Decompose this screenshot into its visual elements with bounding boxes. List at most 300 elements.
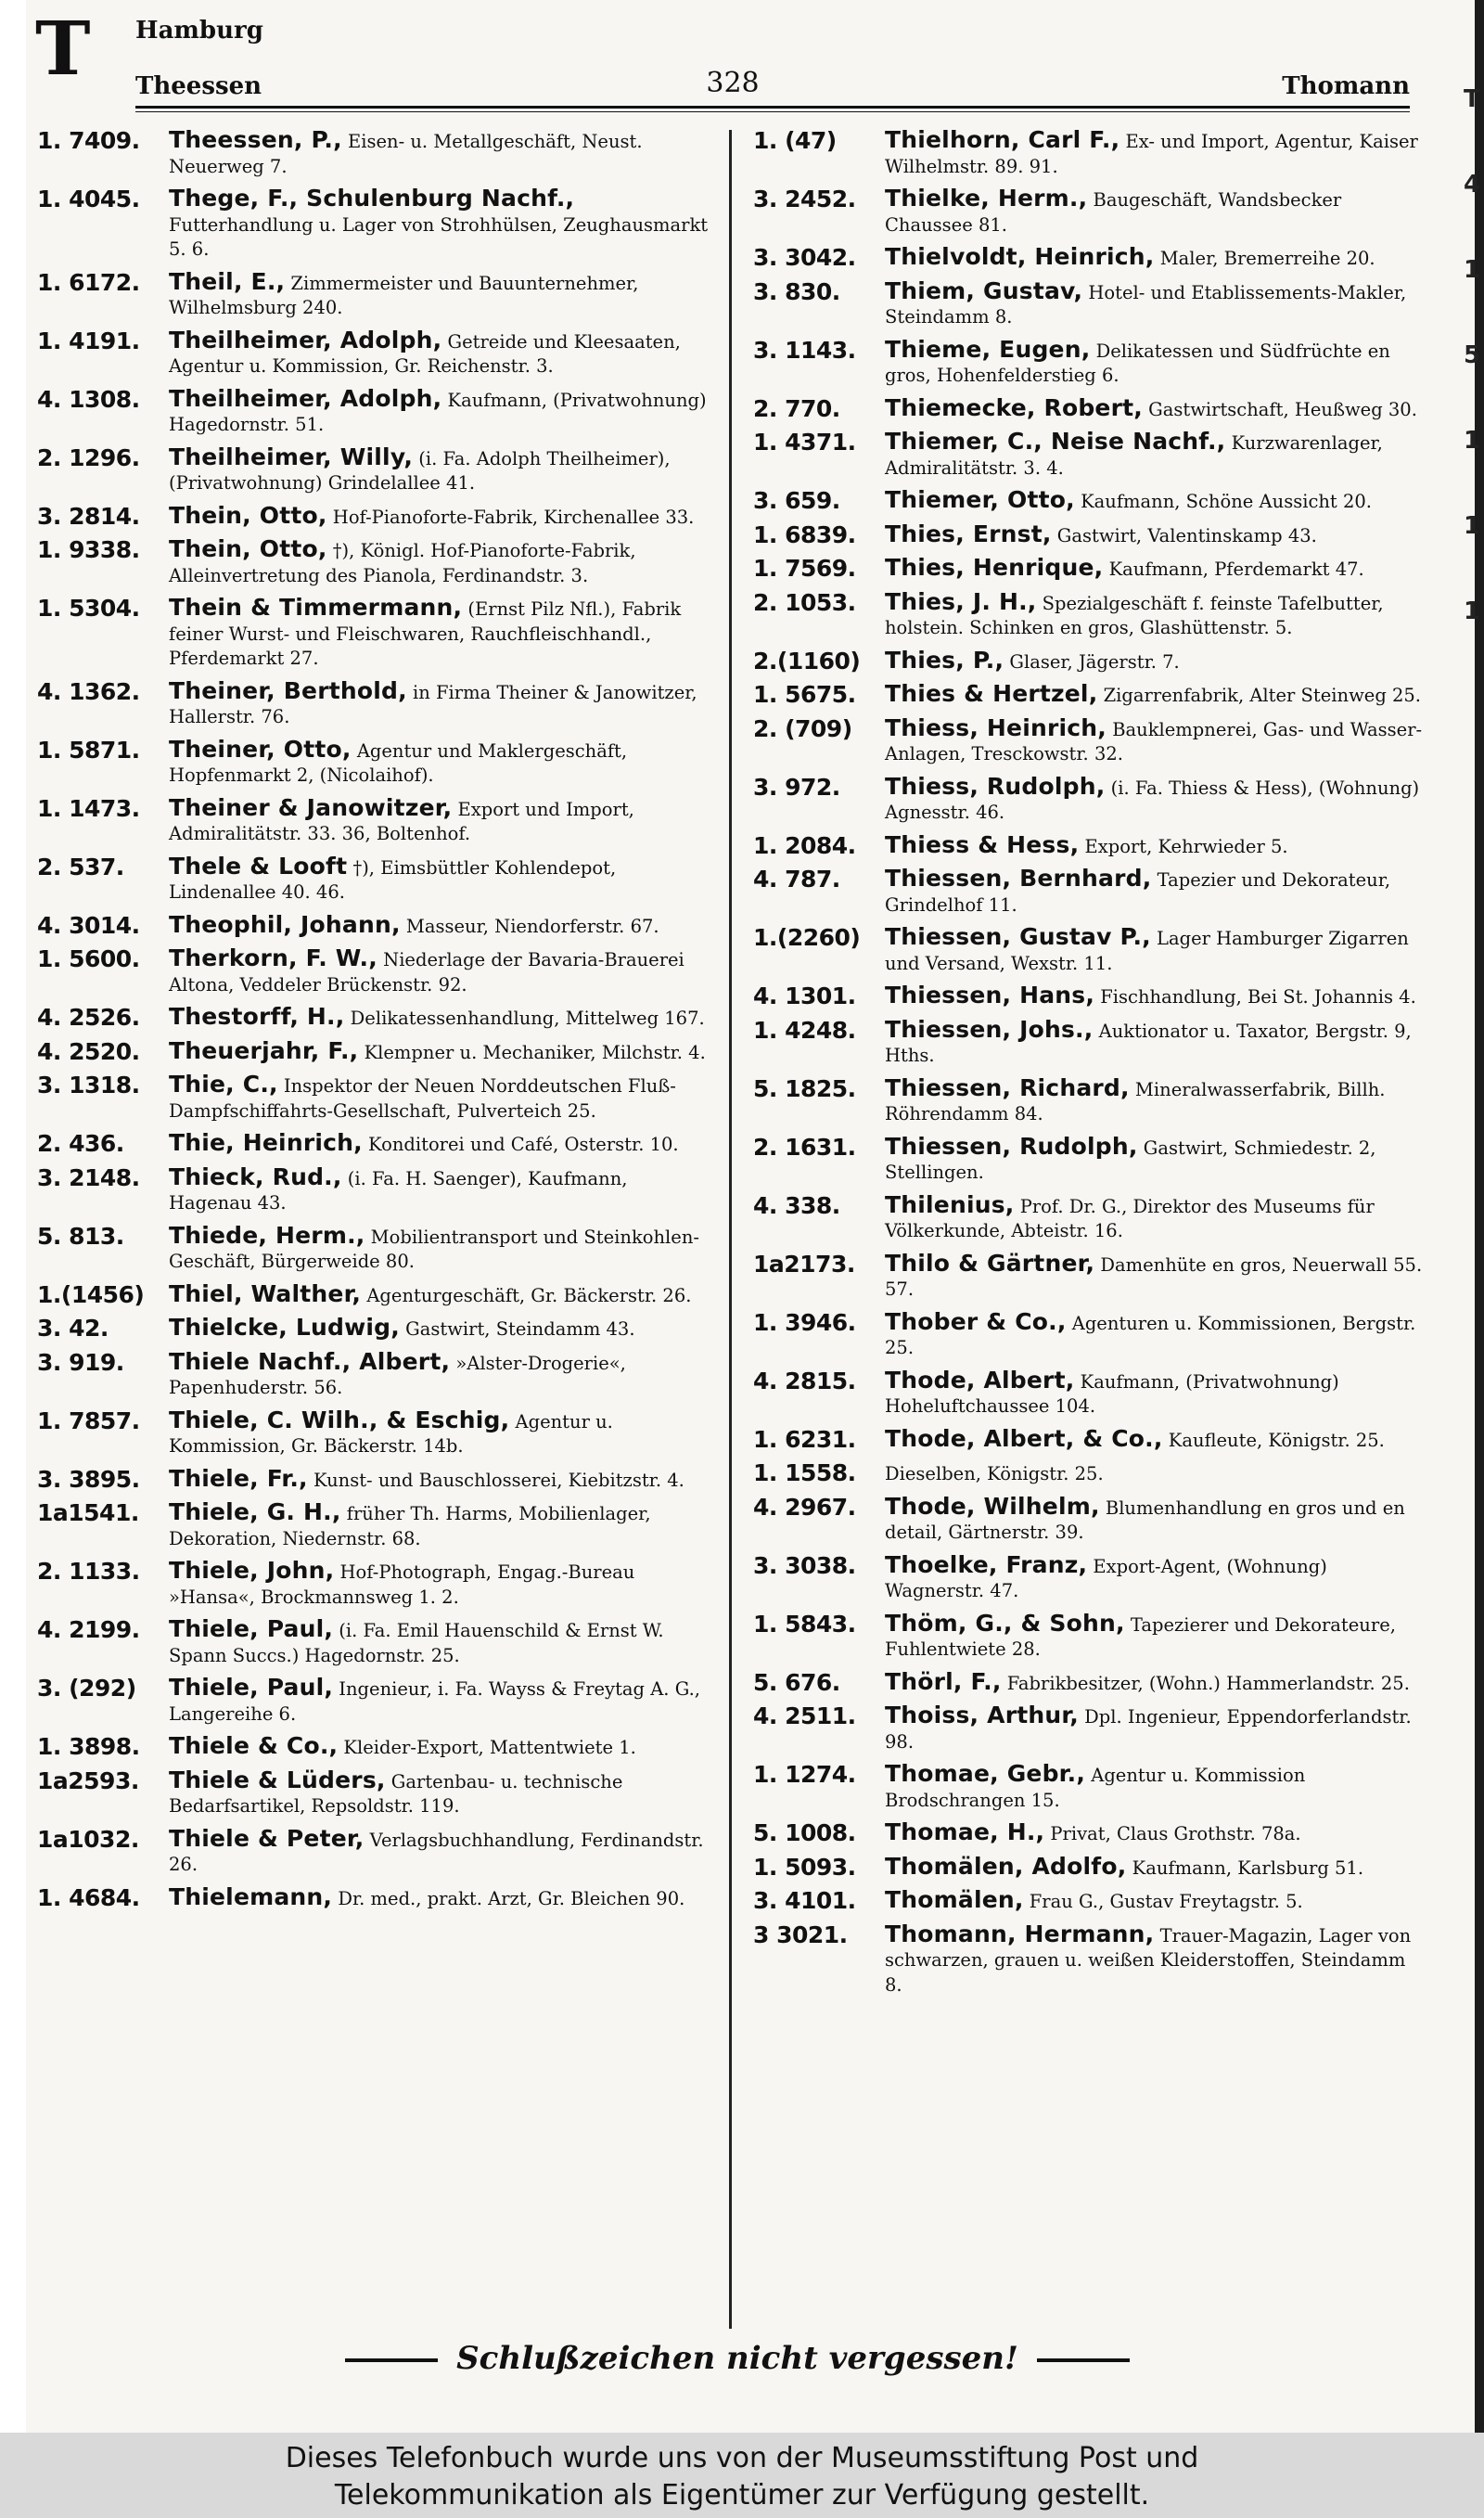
directory-entry	[753, 335, 1425, 389]
column-divider	[729, 130, 732, 2329]
entry-number: 1a2173.	[753, 1250, 855, 1278]
entry-body	[169, 596, 714, 672]
entry-details: Agenturen u. Kommissionen, Bergstr. 25.	[885, 1312, 1416, 1358]
footer-note	[0, 2340, 1475, 2377]
entry-details: Gastwirtschaft, Heußweg 30.	[1142, 398, 1417, 420]
entry-number: 3. 2814.	[37, 502, 140, 530]
section-letter: T	[35, 5, 91, 92]
directory-entry	[753, 1922, 1425, 1998]
entry-name: Thilenius,	[885, 1190, 1015, 1218]
entry-body	[169, 501, 714, 531]
entry-name: Thiele & Peter,	[169, 1824, 365, 1852]
entry-body	[169, 1824, 714, 1878]
entry-number: 2. 1631.	[753, 1133, 856, 1161]
entry-body	[169, 1347, 714, 1401]
entry-details: Ingenieur, i. Fa. Wayss & Freytag A. G., Langereihe 6.	[169, 1678, 700, 1725]
entry-details: Zigarrenfabrik, Alter Steinweg 25.	[1097, 685, 1422, 706]
entry-number: 2. 436.	[37, 1130, 124, 1157]
edge-letter: 1	[1464, 512, 1481, 540]
entry-body	[885, 1015, 1425, 1069]
directory-entry	[37, 328, 714, 379]
entry-number: 3. 3895.	[37, 1465, 140, 1493]
entry-body	[885, 186, 1425, 238]
header-last-entry: Thomann	[1282, 72, 1410, 100]
entry-name: Thode, Albert,	[885, 1366, 1075, 1394]
directory-entry	[753, 245, 1425, 272]
entry-number: 4. 2199.	[37, 1616, 140, 1643]
entry-body	[885, 1667, 1425, 1697]
directory-entry	[37, 1408, 714, 1459]
entry-name: Theiner & Janowitzer,	[169, 793, 453, 821]
entry-name: Thiessen, Rudolph,	[885, 1132, 1138, 1160]
entry-number: 3. 830.	[753, 277, 840, 305]
entry-body	[169, 1768, 714, 1819]
credit-line-1: Dieses Telefonbuch wurde uns von der Museumsstiftung Post und	[285, 2442, 1199, 2474]
entry-details: Tapezierer und Dekorateure, Fuhlentwiete 28.	[885, 1613, 1396, 1660]
entry-details: Kunst- und Bauschlosserei, Kiebitzstr. 4.	[307, 1469, 684, 1491]
entry-name: Thiess, Rudolph,	[885, 772, 1106, 800]
entry-details: Trauer-Magazin, Lager von schwarzen, grauen u. weißen Kleiderstoffen, Steindamm 8.	[885, 1924, 1412, 1996]
entry-number: 1. 4191.	[37, 327, 140, 354]
entry-number: 3. 3042.	[753, 244, 856, 271]
entry-number: 1. 5093.	[753, 1853, 856, 1881]
entry-name: Thein, Otto,	[169, 535, 327, 562]
entry-details: Gartenbau- u. technische Bedarfsartikel, Repsoldstr. 119.	[169, 1770, 623, 1817]
directory-entry	[37, 1073, 714, 1124]
entry-details: Konditorei und Café, Osterstr. 10.	[362, 1134, 679, 1155]
directory-entry	[753, 830, 1425, 860]
entry-number: 1. 3898.	[37, 1733, 140, 1760]
entry-name: Thiele, G. H.,	[169, 1498, 341, 1525]
directory-entry	[753, 1460, 1425, 1487]
entry-number: 4. 2511.	[753, 1702, 856, 1729]
directory-entry	[753, 1492, 1425, 1546]
entry-body	[885, 245, 1425, 272]
entry-body	[885, 1922, 1425, 1998]
entry-body	[885, 1190, 1425, 1244]
entry-name: Thielcke, Ludwig,	[169, 1314, 400, 1341]
footer-dash-left	[345, 2358, 438, 2362]
entry-details: Kleider-Export, Mattentwiete 1.	[338, 1737, 636, 1758]
entry-body	[885, 682, 1425, 709]
entry-body	[885, 128, 1425, 179]
entry-body	[885, 1460, 1425, 1487]
entry-name: Theilheimer, Adolph,	[169, 326, 442, 353]
entry-body	[169, 1279, 714, 1309]
entry-number: 1. 6231.	[753, 1425, 856, 1453]
entry-number: 4. 2520.	[37, 1037, 140, 1065]
directory-entry	[753, 682, 1425, 709]
entry-number: 3. 919.	[37, 1348, 124, 1376]
entry-number: 1a1541.	[37, 1499, 139, 1526]
entry-number: 1. 5871.	[37, 736, 140, 764]
entry-name: Thiessen, Hans,	[885, 982, 1095, 1008]
directory-entry	[37, 1734, 714, 1761]
entry-body	[885, 393, 1425, 423]
directory-entry	[753, 1667, 1425, 1697]
entry-name: Thiem, Gustav,	[885, 276, 1083, 304]
directory-entry	[37, 1279, 714, 1309]
entry-number: 3. 1143.	[753, 336, 856, 364]
entry-number: 1. 4248.	[753, 1016, 856, 1044]
next-page-edge-letters	[1464, 85, 1484, 683]
entry-body	[169, 1221, 714, 1275]
entry-number: 1.(2260)	[753, 924, 861, 951]
entry-details: (i. Fa. H. Saenger), Kaufmann, Hagenau 43.	[169, 1167, 628, 1214]
entry-name: Theophil, Johann,	[169, 910, 401, 938]
edge-letter: 1	[1464, 256, 1481, 284]
entry-name: Thiele, Fr.,	[169, 1464, 308, 1492]
entry-body	[169, 735, 714, 789]
entry-name: Thies, P.,	[885, 646, 1004, 674]
entry-name: Thilo & Gärtner,	[885, 1249, 1095, 1277]
entry-body	[885, 713, 1425, 767]
entry-name: Theiner, Otto,	[169, 735, 352, 763]
entry-number: 1a2593.	[37, 1766, 139, 1794]
entry-details: Maler, Bremerreihe 20.	[1154, 248, 1375, 269]
entry-number: 1. 6839.	[753, 520, 856, 548]
header-rule	[135, 106, 1410, 109]
entry-number: 2. 1296.	[37, 443, 140, 471]
right-column	[753, 128, 1425, 2005]
directory-entry	[37, 1221, 714, 1275]
directory-entry	[37, 910, 714, 940]
entry-number: 2. (709)	[753, 714, 852, 742]
entry-details: »Alster-Drogerie«, Papenhuderstr. 56.	[169, 1352, 626, 1398]
entry-details: Delikatessenhandlung, Mittelweg 167.	[344, 1008, 705, 1029]
directory-entry	[753, 1307, 1425, 1361]
entry-details: †), Eimsbüttler Kohlendepot, Lindenallee 40. 46.	[169, 856, 617, 903]
entry-details: früher Th. Harms, Mobilienlager, Dekoration, Niedernstr. 68.	[169, 1503, 651, 1549]
entry-details: Ex- und Import, Agentur, Kaiser Wilhelmstr. 89. 91.	[885, 131, 1418, 177]
entry-number: 2. 1133.	[37, 1558, 140, 1585]
directory-entry	[37, 267, 714, 321]
entry-body	[885, 1307, 1425, 1361]
directory-entry	[753, 1015, 1425, 1069]
entry-details: Kaufmann, Schöne Aussicht 20.	[1074, 491, 1372, 512]
directory-entry	[37, 501, 714, 531]
entry-details: Futterhandlung u. Lager von Strohhülsen, Zeughausmarkt 5. 6.	[169, 213, 709, 260]
directory-entry	[753, 393, 1425, 423]
entry-name: Thomälen, Adolfo,	[885, 1852, 1127, 1880]
directory-entry	[753, 772, 1425, 826]
entry-number: 4. 1362.	[37, 677, 140, 705]
entry-number: 1a1032.	[37, 1825, 139, 1853]
directory-entry	[37, 1036, 714, 1066]
entry-details: Gastwirt, Steindamm 43.	[399, 1318, 635, 1340]
footer-note-text: Schlußzeichen nicht vergessen!	[456, 2340, 1018, 2377]
entry-name: Thiede, Herm.,	[169, 1221, 365, 1249]
entry-details: (i. Fa. Emil Hauenschild & Ernst W. Spann Succs.) Hagedornstr. 25.	[169, 1620, 664, 1666]
entry-body	[169, 1005, 714, 1032]
entry-name: Thiess, Heinrich,	[885, 713, 1107, 741]
entry-body	[885, 1762, 1425, 1813]
directory-entry	[753, 1073, 1425, 1127]
directory-entry	[37, 676, 714, 730]
entry-name: Thiemer, C., Neise Nachf.,	[885, 428, 1226, 455]
entry-details: Gastwirt, Valentinskamp 43.	[1051, 524, 1317, 546]
directory-entry	[37, 596, 714, 672]
entry-name: Theessen, P.,	[169, 126, 342, 153]
entry-number: 4. 3014.	[37, 911, 140, 939]
entry-body	[885, 430, 1425, 481]
entry-details: Inspektor der Neuen Norddeutschen Fluß-Dampfschiffahrts-Gesellschaft, Pulverteich 25.	[169, 1075, 676, 1122]
header-first-entry: Theessen	[135, 72, 262, 100]
directory-entry	[753, 1550, 1425, 1604]
entry-number: 1. 2084.	[753, 831, 856, 859]
entry-details: Kurzwarenlager, Admiralitätstr. 3. 4.	[885, 432, 1383, 479]
header-rule-thin	[135, 111, 1410, 112]
entry-body	[169, 1073, 714, 1124]
entry-name: Thielke, Herm.,	[885, 185, 1088, 212]
entry-body	[885, 276, 1425, 330]
entry-body	[169, 676, 714, 730]
directory-entry	[753, 556, 1425, 583]
directory-entry	[37, 793, 714, 847]
entry-number: 1. 1473.	[37, 794, 140, 822]
entry-name: Thiemer, Otto,	[885, 486, 1075, 513]
entry-body	[169, 328, 714, 379]
entry-name: Thiele, John,	[169, 1557, 335, 1584]
directory-entry	[753, 646, 1425, 675]
entry-details: Kaufmann, Karlsburg 51.	[1126, 1856, 1364, 1879]
entry-details: Delikatessen und Südfrüchte en gros, Hohenfelderstieg 6.	[885, 340, 1390, 386]
entry-name: Thiele, C. Wilh., & Eschig,	[169, 1406, 510, 1433]
directory-entry	[753, 1703, 1425, 1754]
entry-number: 1. 7409.	[37, 127, 140, 154]
entry-name: Thein, Otto,	[169, 501, 327, 529]
entry-body	[885, 646, 1425, 675]
directory-entry	[37, 384, 714, 438]
entry-number: 1. 4371.	[753, 429, 856, 456]
entry-body	[885, 522, 1425, 549]
entry-details: Spezialgeschäft f. feinste Tafelbutter, holstein. Schinken en gros, Glashüttenstr. 5.	[885, 592, 1384, 638]
entry-body	[169, 1165, 714, 1216]
entry-details: (i. Fa. Thiess & Hess), (Wohnung) Agnesstr. 46.	[885, 777, 1420, 823]
directory-entry	[753, 128, 1425, 179]
entry-number: 3. 2148.	[37, 1163, 140, 1191]
directory-entry	[37, 946, 714, 997]
entry-details: Mineralwasserfabrik, Billh. Röhrendamm 84.	[885, 1078, 1386, 1124]
entry-body	[885, 830, 1425, 860]
entry-details: Getreide und Kleesaaten, Agentur u. Kommission, Gr. Reichenstr. 3.	[169, 330, 681, 377]
entry-number: 1. 4684.	[37, 1883, 140, 1911]
directory-entry	[753, 1609, 1425, 1663]
entry-body	[169, 910, 714, 940]
entry-details: Niederlage der Bavaria-Brauerei Altona, Veddeler Brückenstr. 92.	[169, 949, 684, 996]
entry-details: Dr. med., prakt. Arzt, Gr. Bleichen 90.	[332, 1887, 685, 1909]
entry-name: Thoiss, Arthur,	[885, 1702, 1079, 1728]
entry-name: Thielemann,	[169, 1882, 333, 1910]
directory-entry	[753, 1424, 1425, 1454]
directory-entry	[753, 186, 1425, 238]
entry-name: Thie, C.,	[169, 1071, 278, 1098]
edge-letter: 1	[1464, 427, 1481, 455]
directory-entry	[753, 1132, 1425, 1186]
entry-body	[169, 946, 714, 997]
entry-number: 3. 2452.	[753, 186, 856, 212]
entry-details: Kaufmann, (Privatwohnung) Hagedornstr. 51.	[169, 389, 707, 435]
directory-entry	[37, 854, 714, 906]
entry-details: Dpl. Ingenieur, Eppendorferlandstr. 98.	[885, 1706, 1412, 1753]
entry-name: Theilheimer, Adolph,	[169, 384, 442, 412]
entry-name: Thiele, Paul,	[169, 1615, 334, 1642]
entry-body	[885, 1550, 1425, 1604]
entry-number: 1. 5675.	[753, 681, 856, 708]
entry-name: Thies, Henrique,	[885, 554, 1104, 581]
edge-letter: 4	[1464, 171, 1481, 199]
entry-body	[169, 1676, 714, 1727]
entry-name: Thode, Albert, & Co.,	[885, 1424, 1163, 1452]
entry-name: Thein & Timmermann,	[169, 594, 463, 621]
directory-entry	[37, 1131, 714, 1158]
entry-name: Thies & Hertzel,	[885, 680, 1098, 707]
entry-name: Thiessen, Bernhard,	[885, 865, 1152, 892]
entry-body	[885, 587, 1425, 641]
directory-entry	[753, 1190, 1425, 1244]
directory-entry	[753, 587, 1425, 641]
directory-entry	[37, 1464, 714, 1494]
directory-entry	[753, 1368, 1425, 1420]
entry-body	[169, 1617, 714, 1668]
entry-number: 3. 4101.	[753, 1887, 856, 1914]
entry-number: 4. 338.	[753, 1191, 840, 1219]
entry-number: 3. (292)	[37, 1675, 136, 1702]
directory-entry	[37, 445, 714, 496]
entry-name: Thies, Ernst,	[885, 520, 1052, 547]
directory-entry	[37, 1347, 714, 1401]
directory-entry	[37, 1005, 714, 1032]
entry-number: 1. 1274.	[753, 1761, 856, 1788]
directory-entry	[753, 522, 1425, 549]
entry-name: Theil, E.,	[169, 267, 286, 295]
entry-details: Prof. Dr. G., Direktor des Museums für Völkerkunde, Abteistr. 16.	[885, 1195, 1375, 1241]
entry-number: 1. 7857.	[37, 1407, 140, 1434]
entry-number: 5. 676.	[753, 1668, 840, 1696]
entry-name: Thiessen, Richard,	[885, 1073, 1130, 1101]
entry-number: 1. 3946.	[753, 1308, 856, 1336]
entry-body	[169, 1464, 714, 1494]
entry-number: 3 3021.	[753, 1921, 848, 1948]
entry-body	[885, 1703, 1425, 1754]
entry-name: Thoelke, Franz,	[885, 1550, 1088, 1578]
entry-name: Thörl, F.,	[885, 1667, 1002, 1695]
entry-number: 1. 5843.	[753, 1610, 856, 1638]
entry-details: Blumenhandlung en gros und en detail, Gärtnerstr. 39.	[885, 1497, 1405, 1543]
entry-number: 2. 537.	[37, 853, 124, 880]
entry-number: 1. 1558.	[753, 1459, 856, 1486]
entry-number: 4. 2967.	[753, 1493, 856, 1521]
entry-number: 5. 1008.	[753, 1819, 856, 1846]
entry-body	[169, 1316, 714, 1343]
entry-body	[885, 1073, 1425, 1127]
entry-details: Mobilientransport und Steinkohlen-Geschäft, Bürgerweide 80.	[169, 1226, 699, 1272]
entry-name: Thiessen, Johs.,	[885, 1015, 1094, 1043]
directory-entry	[37, 1559, 714, 1610]
entry-number: 5. 813.	[37, 1222, 124, 1250]
entry-body	[885, 1492, 1425, 1546]
entry-name: Thiel, Walther,	[169, 1279, 362, 1307]
entry-name: Thestorff, H.,	[169, 1003, 345, 1030]
entry-details: Damenhüte en gros, Neuerwall 55. 57.	[885, 1253, 1423, 1300]
directory-entry	[37, 1500, 714, 1551]
entry-body	[169, 1408, 714, 1459]
entry-number: 1. 5600.	[37, 945, 140, 972]
header-city: Hamburg	[135, 17, 263, 45]
entry-details: (i. Fa. Adolph Theilheimer), (Privatwohnung) Grindelallee 41.	[169, 447, 671, 494]
directory-entry	[37, 1768, 714, 1819]
entry-body	[169, 186, 714, 263]
directory-entry	[753, 1852, 1425, 1882]
directory-entry	[753, 867, 1425, 918]
entry-name: Thomae, Gebr.,	[885, 1760, 1086, 1787]
entry-number: 1. 4045.	[37, 186, 140, 212]
directory-entry	[753, 488, 1425, 515]
entry-details: Auktionator u. Taxator, Bergstr. 9, Hths.	[885, 1020, 1412, 1066]
entry-number: 4. 2526.	[37, 1004, 140, 1031]
footer-dash-right	[1037, 2358, 1130, 2362]
entry-name: Thiele Nachf., Albert,	[169, 1347, 451, 1375]
entry-number: 1. 5304.	[37, 595, 140, 622]
entry-details: Export und Import, Admiralitätstr. 33. 36, Boltenhof.	[169, 798, 634, 844]
directory-entry	[37, 1824, 714, 1878]
directory-entry	[37, 1165, 714, 1216]
entry-name: Theiner, Berthold,	[169, 676, 407, 704]
directory-entry	[37, 1617, 714, 1668]
directory-entry	[37, 1676, 714, 1727]
entry-details: Baugeschäft, Wandsbecker Chaussee 81.	[885, 189, 1342, 236]
entry-name: Thielhorn, Carl F.,	[885, 126, 1120, 153]
entry-body	[169, 267, 714, 321]
entry-details: Kaufleute, Königstr. 25.	[1162, 1429, 1385, 1451]
page-number: 328	[706, 67, 760, 99]
entry-body	[169, 854, 714, 906]
entry-name: Thiele & Co.,	[169, 1732, 339, 1759]
entry-number: 1. 6172.	[37, 268, 140, 296]
entry-body	[169, 1882, 714, 1912]
entry-body	[169, 1734, 714, 1761]
entry-details: Masseur, Niendorferstr. 67.	[400, 915, 659, 937]
directory-entry	[753, 1762, 1425, 1813]
entry-number: 4. 2815.	[753, 1367, 856, 1394]
entry-name: Thode, Wilhelm,	[885, 1492, 1100, 1520]
entry-body	[885, 1888, 1425, 1915]
entry-details: Tapezier und Dekorateur, Grindelhof 11.	[885, 869, 1391, 916]
entry-body	[885, 1852, 1425, 1882]
entry-number: 3. 1318.	[37, 1072, 140, 1098]
entry-details: Glaser, Jägerstr. 7.	[1004, 650, 1180, 673]
directory-entry	[753, 1249, 1425, 1303]
entry-name: Thie, Heinrich,	[169, 1129, 363, 1156]
entry-body	[885, 1368, 1425, 1420]
entry-number: 4. 1308.	[37, 385, 140, 413]
entry-name: Thiemecke, Robert,	[885, 393, 1143, 421]
entry-body	[885, 1249, 1425, 1303]
entry-name: Thielvoldt, Heinrich,	[885, 243, 1155, 270]
entry-details: Lager Hamburger Zigarren und Versand, Wexstr. 11.	[885, 928, 1409, 974]
entry-details: Zimmermeister und Bauunternehmer, Wilhelmsburg 240.	[169, 272, 639, 318]
entry-body	[885, 1132, 1425, 1186]
entry-details: Gastwirt, Schmiedestr. 2, Stellingen.	[885, 1137, 1376, 1183]
entry-name: Thiessen, Gustav P.,	[885, 923, 1151, 950]
entry-name: Theuerjahr, F.,	[169, 1036, 359, 1064]
directory-entry	[37, 1316, 714, 1343]
entry-details: Hotel- und Etablissements-Makler, Steindamm 8.	[885, 281, 1407, 328]
entry-body	[885, 772, 1425, 826]
entry-body	[169, 1131, 714, 1158]
entry-details: Export-Agent, (Wohnung) Wagnerstr. 47.	[885, 1555, 1327, 1601]
entry-details: Kaufmann, Pferdemarkt 47.	[1103, 559, 1364, 580]
